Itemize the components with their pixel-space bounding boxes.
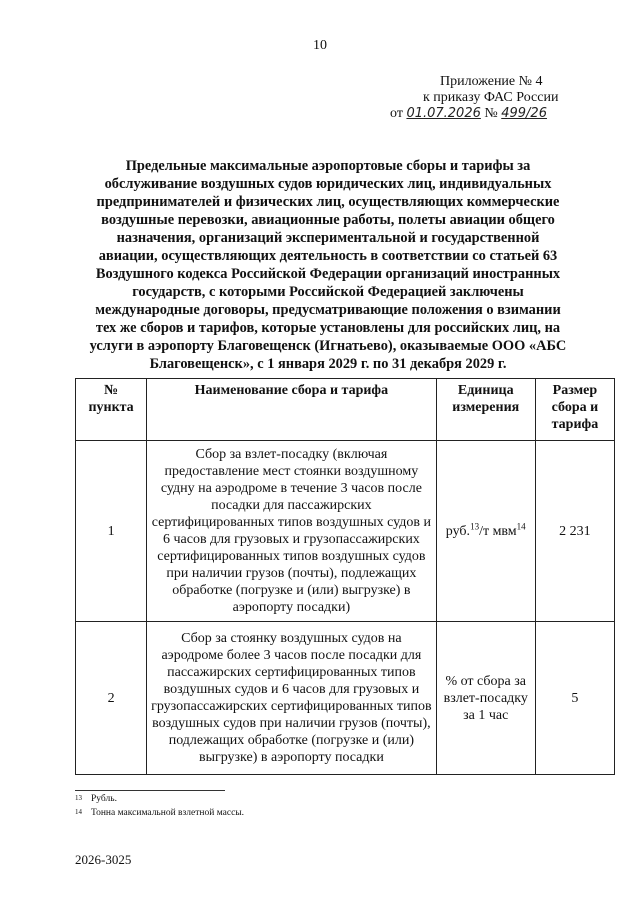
footnote-number: 14 [75, 808, 82, 816]
header-unit: Единица измерения [436, 379, 535, 441]
fee-value: 5 [535, 622, 614, 775]
unit-tonne: /т мвм [479, 523, 517, 539]
footnote [75, 794, 117, 804]
unit-rub: руб. [445, 523, 471, 539]
footnote-number: 13 [75, 794, 82, 802]
footnote-text: Рубль. [91, 794, 117, 804]
fee-name: Сбор за взлет-посадку (включая предоставление мест стоянки воздушному судну на аэродроме в течение 3 часов после посадки для пассажирских сертифицированных типов воздушных судов и 6 часов для грузовых и грузопассажирских сертифицированных типов воздушных судов при наличии грузов (почты), подлежащих обработке (погрузке и (или) выгрузке) в аэропорту посадки) [147, 441, 437, 622]
annex-header [390, 74, 610, 122]
header-item-number: № пункта [76, 379, 147, 441]
from-label: от [390, 106, 403, 121]
table-header-row [76, 379, 615, 441]
footnote-ref: 14 [516, 520, 526, 531]
footnote-divider [75, 790, 225, 791]
handwritten-number: 499/26 [501, 106, 547, 121]
fee-unit: % от сбора за взлет-посадку за 1 час [436, 622, 535, 775]
document-title: Предельные максимальные аэропортовые сборы и тарифы за обслуживание воздушных судов юридических лиц, индивидуальных предпринимателей и физических лиц, осуществляющих коммерческие воздушные перевозки, авиационные работы, полеты авиации общего назначения, организаций экспериментальной и государственной авиации, осуществляющих деятельность в соответствии со статьей 63 Воздушного кодекса Российской Федерации организаций иностранных государств, с которыми Российской Федерацией заключены международные договоры, предусматривающие положения о взимании тех же сборов и тарифов, которые установлены для российских лиц, на услуги в аэропорту Благовещенск (Игнатьево), оказываемые ООО «АБС Благовещенск», с 1 января 2029 г. по 31 декабря 2029 г. [89, 158, 567, 372]
row-number: 2 [76, 622, 147, 775]
fee-name: Сбор за стоянку воздушных судов на аэродроме более 3 часов после посадки для пассажирских сертифицированных типов воздушных судов и 6 часов для грузовых и грузопассажирских сертифицированных типов воздушных судов при наличии грузов (почты), подлежащих обработке (погрузке и (или) выгрузке) в аэропорту посадки [147, 622, 437, 775]
document-code: 2026-3025 [75, 852, 132, 867]
footnote-text: Тонна максимальной взлетной массы. [91, 808, 245, 818]
footnote [75, 808, 244, 818]
header-fee-name: Наименование сбора и тарифа [147, 379, 437, 441]
annex-order-ref: к приказу ФАС России [423, 90, 559, 105]
number-label: № [484, 106, 498, 121]
footnote-ref: 13 [470, 520, 480, 531]
handwritten-date: 01.07.2026 [406, 106, 481, 121]
annex-title: Приложение № 4 [440, 74, 543, 89]
table-row [76, 441, 615, 622]
fees-table [75, 378, 615, 775]
fee-unit [436, 441, 535, 622]
page-number: 10 [313, 38, 327, 53]
fee-value: 2 231 [535, 441, 614, 622]
header-fee-amount: Размер сбора и тарифа [535, 379, 614, 441]
table-row [76, 622, 615, 775]
annex-date-number [390, 106, 610, 122]
row-number: 1 [76, 441, 147, 622]
